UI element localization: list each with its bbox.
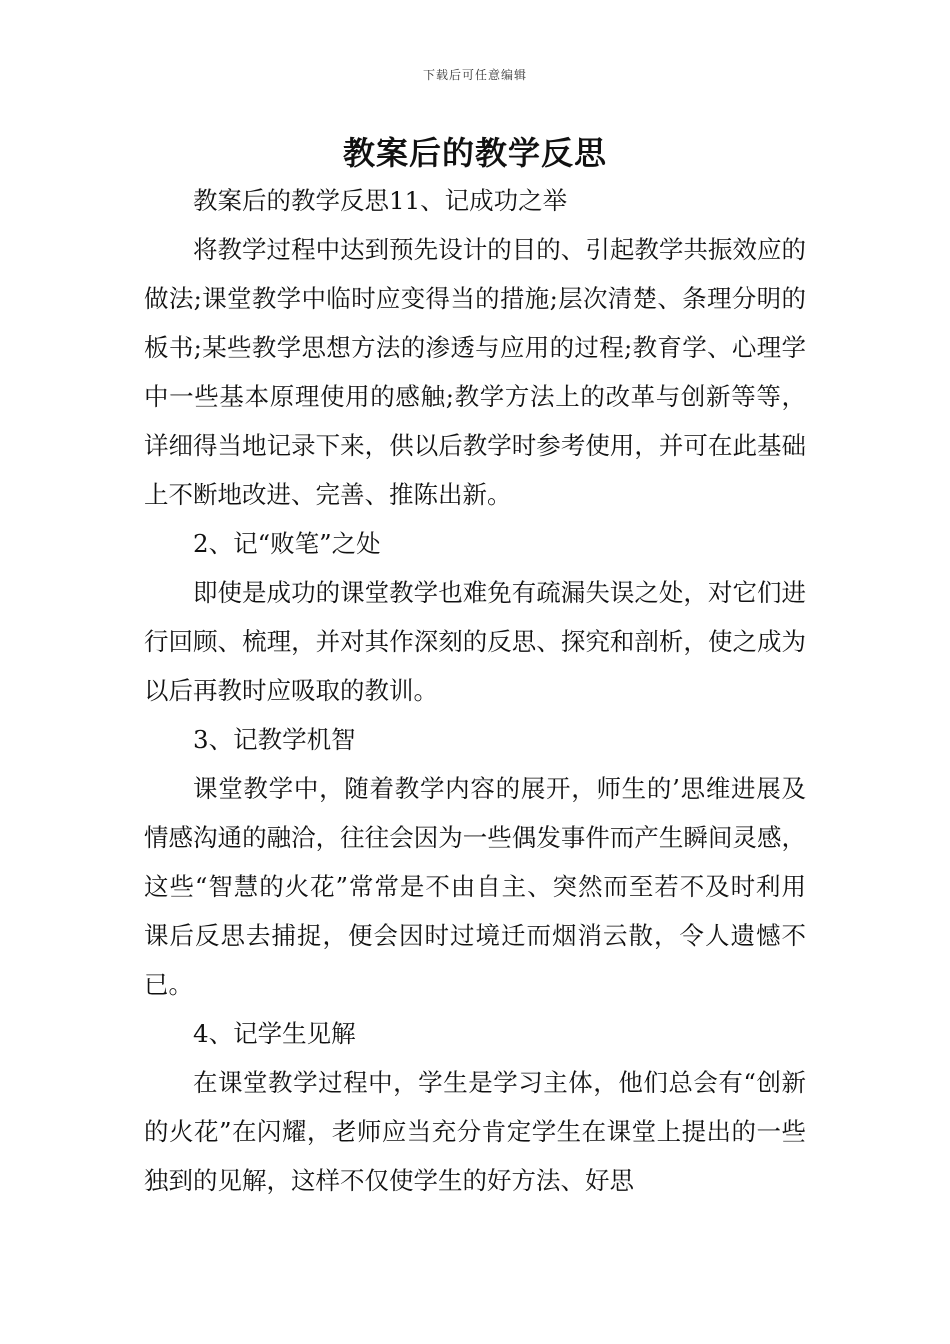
document-title: 教案后的教学反思 <box>342 134 607 172</box>
paragraph-intro: 教案后的教学反思11、记成功之举 <box>193 186 568 215</box>
heading-student-views: 4、记学生见解 <box>193 1019 356 1048</box>
paragraph-success: 将教学过程中达到预先设计的目的、引起教学共振效应的做法;课堂教学中临时应变得当的措施;层次清楚、条理分明的板书;某些教学思想方法的渗透与应用的过程;教育学、心理学中一些基本原理使用的感触;教学方法上的改革与创新等等，详细得当地记录下来，供以后教学时参考使用，并可在此基础上不断地改进、完善、推陈出新。 <box>144 235 806 509</box>
paragraph-wit: 课堂教学中，随着教学内容的展开，师生的’思维进展及情感沟通的融洽，往往会因为一些偶发事件而产生瞬间灵感，这些“智慧的火花”常常是不由自主、突然而至若不及时利用课后反思去捕捉，便会因时过境迁而烟消云散，令人遗憾不已。 <box>144 774 806 999</box>
heading-wit: 3、记教学机智 <box>193 725 356 754</box>
paragraph-failures: 即使是成功的课堂教学也难免有疏漏失误之处，对它们进行回顾、梳理，并对其作深刻的反思、探究和剖析，使之成为以后再教时应吸取的教训。 <box>144 578 806 705</box>
document-body <box>144 176 806 1205</box>
paragraph-student-views: 在课堂教学过程中，学生是学习主体，他们总会有“创新的火花”在闪耀，老师应当充分肯定学生在课堂上提出的一些独到的见解，这样不仅使学生的好方法、好思 <box>144 1068 806 1195</box>
header-note: 下载后可任意编辑 <box>422 68 527 82</box>
heading-failures: 2、记“败笔”之处 <box>193 529 381 558</box>
